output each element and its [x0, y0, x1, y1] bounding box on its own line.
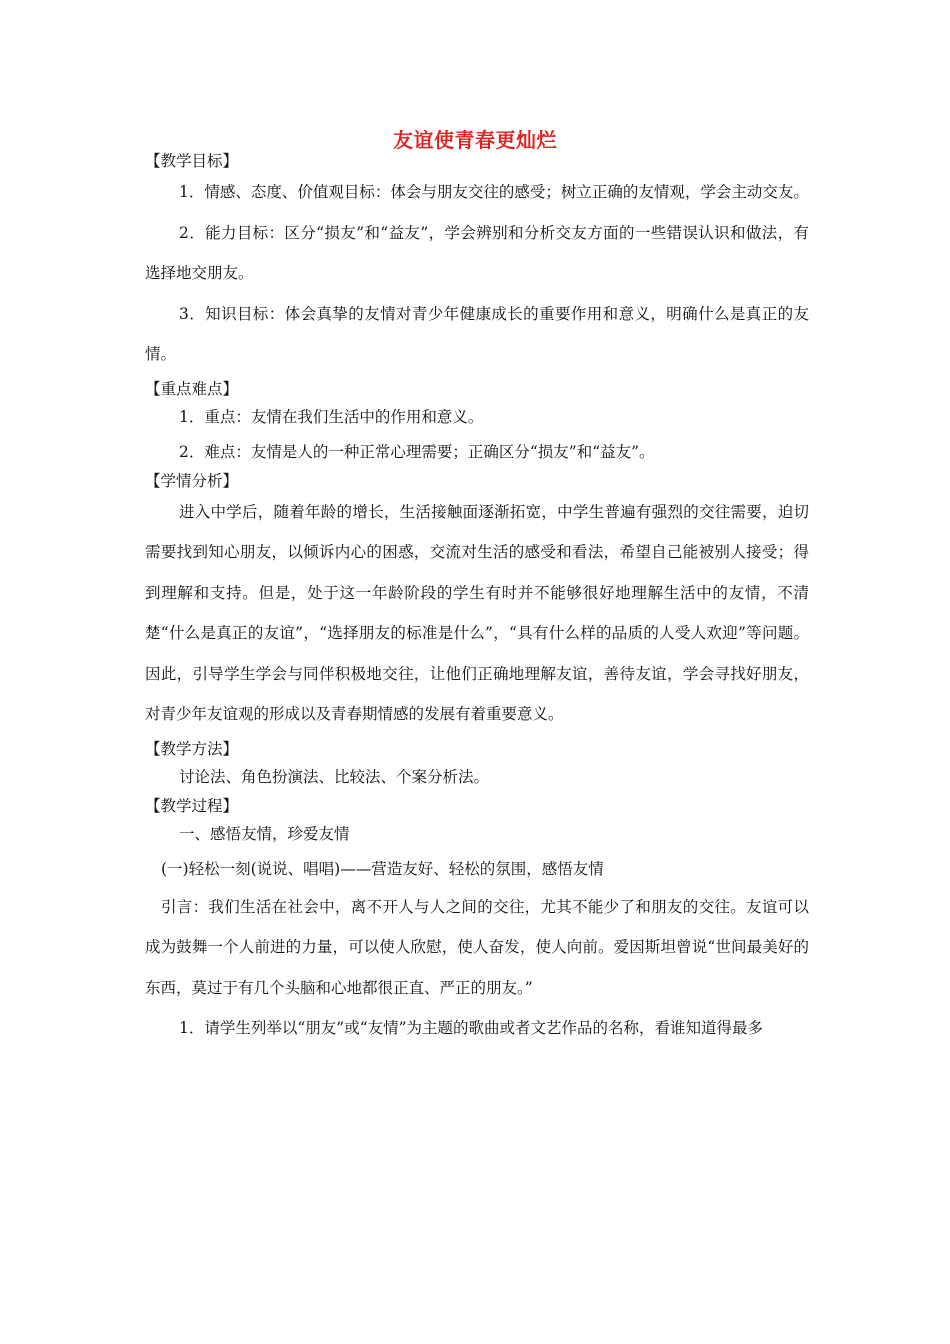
process-part-title: 一、感悟友情，珍爱友情 — [179, 824, 350, 843]
section-analysis — [145, 470, 809, 735]
document-title: 友谊使青春更灿烂 — [393, 128, 557, 152]
section-key-points — [145, 378, 809, 470]
process-sub-title: (一)轻松一刻(说说、唱唱)——营造友好、轻松的氛围，感悟友情 — [161, 859, 604, 878]
objective-item-3: 3．知识目标：体会真挚的友情对青少年健康成长的重要作用和意义，明确什么是真正的友情。 — [145, 304, 809, 363]
section-heading-analysis: 【学情分析】 — [145, 471, 239, 490]
section-heading-methods: 【教学方法】 — [145, 739, 239, 758]
section-methods — [145, 738, 809, 795]
section-heading-process: 【教学过程】 — [145, 796, 239, 815]
objective-item-1: 1．情感、态度、价值观目标：体会与朋友交往的感受；树立正确的友情观，学会主动交友。 — [179, 183, 809, 201]
process-intro-paragraph: 引言：我们生活在社会中，离不开人与人之间的交往，尤其不能少了和朋友的交往。友谊可以成为鼓舞一个人前进的力量，可以使人欣慰，使人奋发，使人向前。爱因斯坦曾说“世间最美好的东西，莫过于有几个头脑和心地都很正直、严正的朋友。” — [145, 897, 809, 997]
section-process — [145, 795, 809, 1049]
document-body — [145, 150, 809, 1049]
key-point-item-2: 2．难点：友情是人的一种正常心理需要；正确区分“损友”和“益友”。 — [179, 442, 655, 461]
section-heading-objectives: 【教学目标】 — [145, 152, 239, 170]
methods-paragraph: 讨论法、角色扮演法、比较法、个案分析法。 — [179, 767, 490, 786]
analysis-paragraph: 进入中学后，随着年龄的增长，生活接触面逐渐拓宽，中学生普遍有强烈的交往需要，迫切需要找到知心朋友，以倾诉内心的困惑，交流对生活的感受和看法，希望自己能被别人接受；得到理解和支持。但是，处于这一年龄阶段的学生有时并不能够很好地理解生活中的友情，不清楚“什么是真正的友谊”，“选择朋友的标准是什么”，“具有什么样的品质的人受人欢迎”等问题。因此，引导学生学会与同伴积极地交往，让他们正确地理解友谊，善待友谊，学会寻找好朋友，对青少年友谊观的形成以及青春期情感的发展有着重要意义。 — [145, 502, 809, 723]
objective-item-2: 2．能力目标：区分“损友”和“益友”，学会辨别和分析交友方面的一些错误认识和做法，有选择地交朋友。 — [145, 223, 809, 282]
process-activity-paragraph: 1．请学生列举以“朋友”或“友情”为主题的歌曲或者文艺作品的名称，看谁知道得最多 — [179, 1019, 764, 1037]
key-point-item-1: 1．重点：友情在我们生活中的作用和意义。 — [179, 407, 484, 426]
section-objectives — [145, 150, 809, 375]
section-heading-key-points: 【重点难点】 — [145, 379, 239, 398]
